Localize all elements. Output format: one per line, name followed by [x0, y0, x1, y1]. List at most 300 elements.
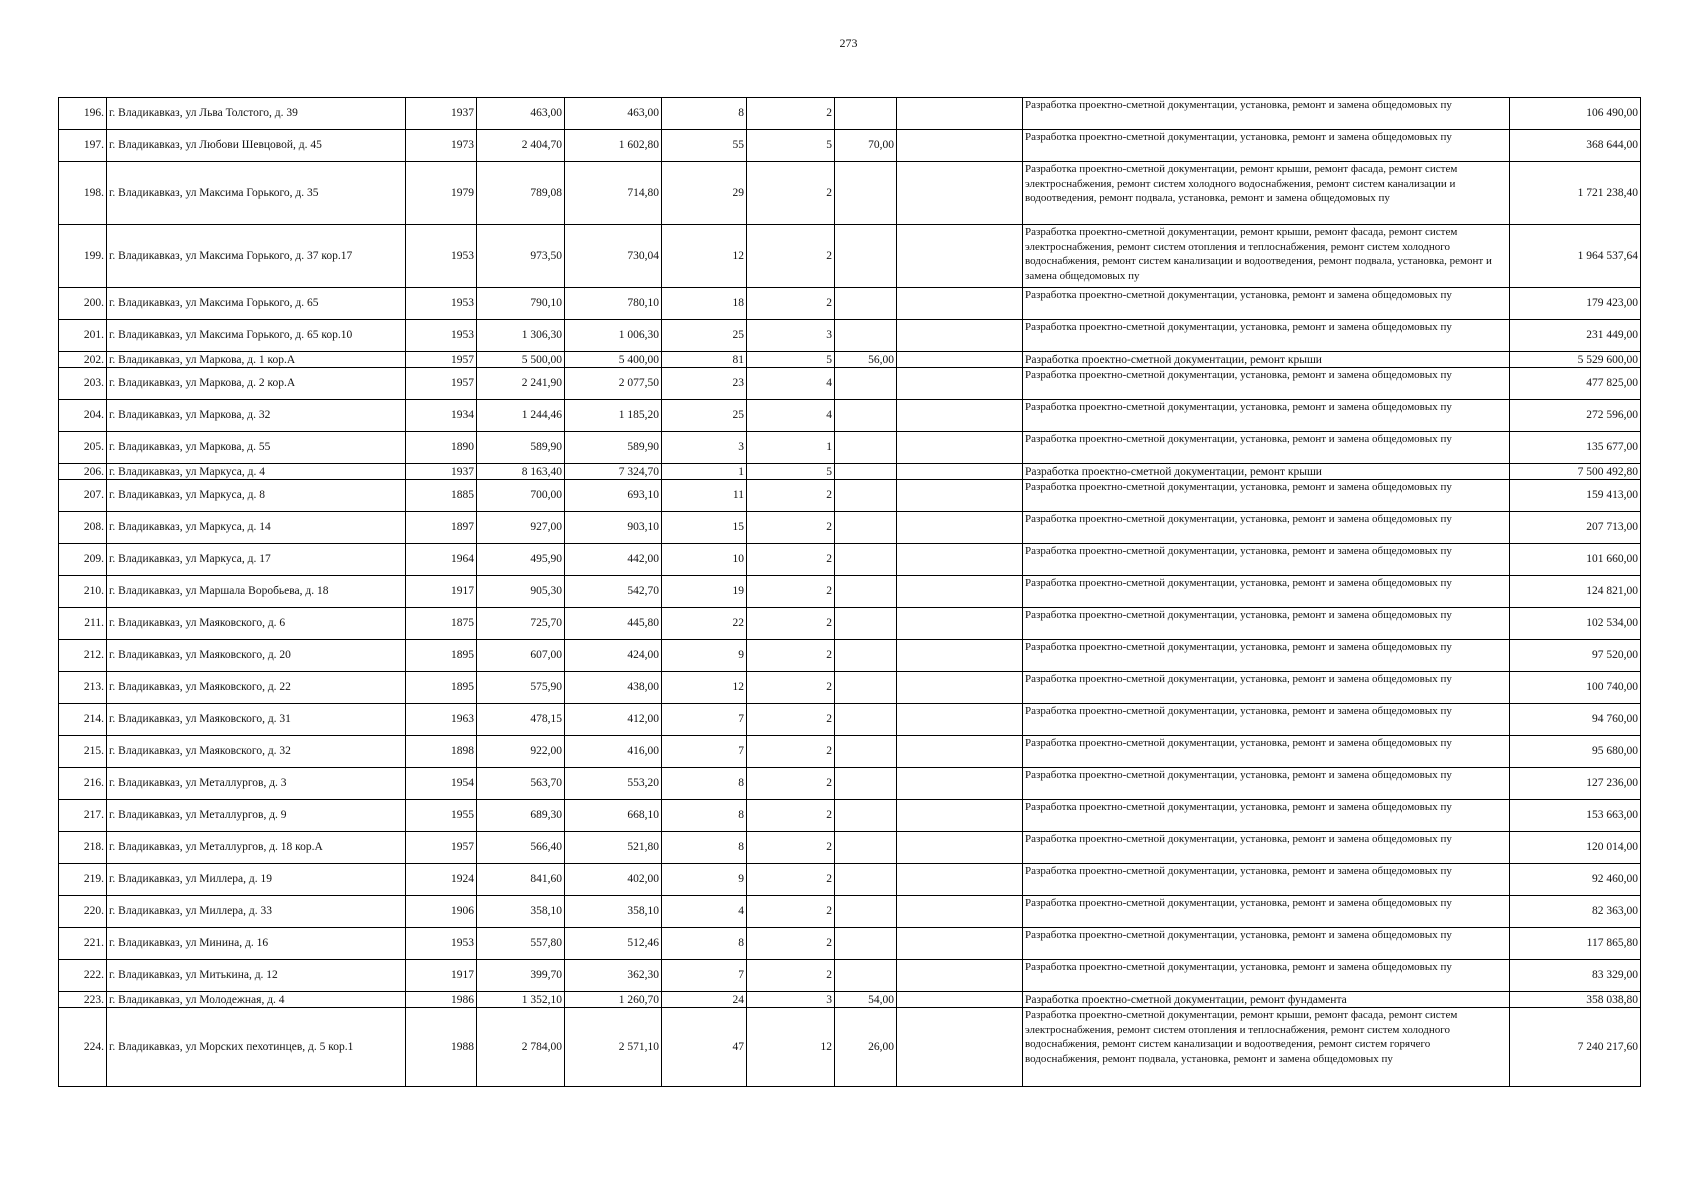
cell-row-number: 197. [59, 130, 107, 162]
cell-living-area: 2 077,50 [565, 368, 662, 400]
cell-floors: 2 [747, 960, 835, 992]
cell-address: г. Владикавказ, ул Маркова, д. 1 кор.А [107, 352, 406, 368]
cell-floors: 2 [747, 480, 835, 512]
cell-residents: 25 [662, 320, 747, 352]
cell-cost: 179 423,00 [1510, 288, 1641, 320]
cell-address: г. Владикавказ, ул Миллера, д. 33 [107, 896, 406, 928]
cell-address: г. Владикавказ, ул Маркуса, д. 17 [107, 544, 406, 576]
cell-cost: 159 413,00 [1510, 480, 1641, 512]
cell-extra-value: 26,00 [835, 1008, 897, 1087]
cell-row-number: 220. [59, 896, 107, 928]
cell-year-built: 1986 [406, 992, 477, 1008]
cell-floors: 2 [747, 928, 835, 960]
cell-living-area: 438,00 [565, 672, 662, 704]
table-row [59, 736, 1641, 768]
table-row [59, 288, 1641, 320]
cell-residents: 8 [662, 832, 747, 864]
cell-works-description: Разработка проектно-сметной документации, установка, ремонт и замена общедомовых пу [1023, 288, 1510, 320]
cell-works-description: Разработка проектно-сметной документации, установка, ремонт и замена общедомовых пу [1023, 736, 1510, 768]
cell-extra-value [835, 512, 897, 544]
cell-year-built: 1955 [406, 800, 477, 832]
cell-cost: 207 713,00 [1510, 512, 1641, 544]
table-row [59, 768, 1641, 800]
cell-row-number: 224. [59, 1008, 107, 1087]
cell-row-number: 213. [59, 672, 107, 704]
cell-total-area: 589,90 [477, 432, 565, 464]
cell-floors: 1 [747, 432, 835, 464]
cell-year-built: 1890 [406, 432, 477, 464]
cell-total-area: 841,60 [477, 864, 565, 896]
cell-total-area: 2 784,00 [477, 1008, 565, 1087]
cell-cost: 358 038,80 [1510, 992, 1641, 1008]
cell-address: г. Владикавказ, ул Маркова, д. 32 [107, 400, 406, 432]
cell-address: г. Владикавказ, ул Максима Горького, д. 65 [107, 288, 406, 320]
table-row [59, 544, 1641, 576]
cell-empty-col [897, 800, 1023, 832]
cell-works-description: Разработка проектно-сметной документации, установка, ремонт и замена общедомовых пу [1023, 432, 1510, 464]
cell-cost: 7 500 492,80 [1510, 464, 1641, 480]
cell-cost: 106 490,00 [1510, 98, 1641, 130]
cell-residents: 18 [662, 288, 747, 320]
cell-year-built: 1954 [406, 768, 477, 800]
cell-living-area: 542,70 [565, 576, 662, 608]
cell-empty-col [897, 736, 1023, 768]
cell-total-area: 358,10 [477, 896, 565, 928]
cell-address: г. Владикавказ, ул Митькина, д. 12 [107, 960, 406, 992]
cell-cost: 82 363,00 [1510, 896, 1641, 928]
cell-residents: 22 [662, 608, 747, 640]
cell-extra-value [835, 960, 897, 992]
cell-cost: 5 529 600,00 [1510, 352, 1641, 368]
cell-extra-value [835, 800, 897, 832]
cell-address: г. Владикавказ, ул Металлургов, д. 9 [107, 800, 406, 832]
cell-extra-value [835, 320, 897, 352]
cell-residents: 12 [662, 225, 747, 288]
cell-empty-col [897, 432, 1023, 464]
cell-empty-col [897, 896, 1023, 928]
cell-row-number: 207. [59, 480, 107, 512]
table-row [59, 225, 1641, 288]
cell-works-description: Разработка проектно-сметной документации, установка, ремонт и замена общедомовых пу [1023, 512, 1510, 544]
page-number: 273 [839, 36, 858, 50]
cell-living-area: 358,10 [565, 896, 662, 928]
cell-year-built: 1885 [406, 480, 477, 512]
cell-living-area: 1 602,80 [565, 130, 662, 162]
cell-address: г. Владикавказ, ул Льва Толстого, д. 39 [107, 98, 406, 130]
cell-residents: 8 [662, 928, 747, 960]
cell-total-area: 922,00 [477, 736, 565, 768]
cell-row-number: 221. [59, 928, 107, 960]
cell-address: г. Владикавказ, ул Маяковского, д. 6 [107, 608, 406, 640]
cell-extra-value [835, 480, 897, 512]
cell-year-built: 1953 [406, 320, 477, 352]
cell-empty-col [897, 928, 1023, 960]
cell-floors: 2 [747, 544, 835, 576]
cell-address: г. Владикавказ, ул Маяковского, д. 31 [107, 704, 406, 736]
cell-year-built: 1895 [406, 640, 477, 672]
cell-address: г. Владикавказ, ул Маркова, д. 2 кор.А [107, 368, 406, 400]
table-row [59, 464, 1641, 480]
cell-address: г. Владикавказ, ул Маркуса, д. 4 [107, 464, 406, 480]
cell-row-number: 214. [59, 704, 107, 736]
cell-cost: 94 760,00 [1510, 704, 1641, 736]
cell-row-number: 212. [59, 640, 107, 672]
cell-extra-value [835, 288, 897, 320]
cell-living-area: 512,46 [565, 928, 662, 960]
cell-floors: 2 [747, 672, 835, 704]
data-table [58, 97, 1641, 1087]
cell-empty-col [897, 672, 1023, 704]
cell-year-built: 1934 [406, 400, 477, 432]
cell-living-area: 424,00 [565, 640, 662, 672]
cell-residents: 81 [662, 352, 747, 368]
cell-empty-col [897, 608, 1023, 640]
cell-total-area: 789,08 [477, 162, 565, 225]
cell-year-built: 1895 [406, 672, 477, 704]
cell-cost: 102 534,00 [1510, 608, 1641, 640]
cell-extra-value [835, 368, 897, 400]
cell-extra-value: 70,00 [835, 130, 897, 162]
cell-living-area: 5 400,00 [565, 352, 662, 368]
cell-residents: 15 [662, 512, 747, 544]
cell-living-area: 463,00 [565, 98, 662, 130]
cell-works-description: Разработка проектно-сметной документации, установка, ремонт и замена общедомовых пу [1023, 896, 1510, 928]
table-row [59, 320, 1641, 352]
cell-empty-col [897, 704, 1023, 736]
cell-total-area: 8 163,40 [477, 464, 565, 480]
cell-cost: 231 449,00 [1510, 320, 1641, 352]
cell-extra-value: 54,00 [835, 992, 897, 1008]
cell-total-area: 790,10 [477, 288, 565, 320]
cell-year-built: 1897 [406, 512, 477, 544]
cell-cost: 124 821,00 [1510, 576, 1641, 608]
cell-empty-col [897, 544, 1023, 576]
cell-cost: 92 460,00 [1510, 864, 1641, 896]
cell-cost: 100 740,00 [1510, 672, 1641, 704]
cell-living-area: 362,30 [565, 960, 662, 992]
cell-year-built: 1953 [406, 225, 477, 288]
cell-total-area: 463,00 [477, 98, 565, 130]
cell-extra-value [835, 576, 897, 608]
cell-residents: 4 [662, 896, 747, 928]
cell-total-area: 725,70 [477, 608, 565, 640]
cell-residents: 9 [662, 864, 747, 896]
cell-row-number: 208. [59, 512, 107, 544]
cell-extra-value [835, 832, 897, 864]
cell-empty-col [897, 400, 1023, 432]
cell-residents: 7 [662, 960, 747, 992]
cell-floors: 12 [747, 1008, 835, 1087]
cell-floors: 4 [747, 368, 835, 400]
cell-works-description: Разработка проектно-сметной документации, установка, ремонт и замена общедомовых пу [1023, 400, 1510, 432]
cell-row-number: 203. [59, 368, 107, 400]
table-row [59, 480, 1641, 512]
cell-living-area: 589,90 [565, 432, 662, 464]
cell-total-area: 5 500,00 [477, 352, 565, 368]
cell-total-area: 495,90 [477, 544, 565, 576]
table-row [59, 832, 1641, 864]
cell-living-area: 780,10 [565, 288, 662, 320]
table-row [59, 162, 1641, 225]
cell-living-area: 1 260,70 [565, 992, 662, 1008]
cell-floors: 2 [747, 162, 835, 225]
cell-extra-value [835, 864, 897, 896]
cell-extra-value [835, 896, 897, 928]
cell-residents: 1 [662, 464, 747, 480]
cell-floors: 2 [747, 640, 835, 672]
cell-empty-col [897, 98, 1023, 130]
cell-year-built: 1917 [406, 960, 477, 992]
cell-empty-col [897, 832, 1023, 864]
cell-total-area: 1 306,30 [477, 320, 565, 352]
cell-extra-value [835, 544, 897, 576]
cell-residents: 29 [662, 162, 747, 225]
cell-empty-col [897, 368, 1023, 400]
cell-row-number: 210. [59, 576, 107, 608]
cell-row-number: 202. [59, 352, 107, 368]
table-row [59, 928, 1641, 960]
cell-address: г. Владикавказ, ул Максима Горького, д. 35 [107, 162, 406, 225]
cell-row-number: 215. [59, 736, 107, 768]
cell-row-number: 223. [59, 992, 107, 1008]
cell-total-area: 2 241,90 [477, 368, 565, 400]
cell-works-description: Разработка проектно-сметной документации, установка, ремонт и замена общедомовых пу [1023, 608, 1510, 640]
table-row [59, 896, 1641, 928]
cell-year-built: 1924 [406, 864, 477, 896]
table-row [59, 576, 1641, 608]
cell-total-area: 563,70 [477, 768, 565, 800]
cell-empty-col [897, 576, 1023, 608]
cell-row-number: 206. [59, 464, 107, 480]
cell-residents: 7 [662, 704, 747, 736]
cell-floors: 5 [747, 352, 835, 368]
cell-empty-col [897, 352, 1023, 368]
cell-total-area: 927,00 [477, 512, 565, 544]
cell-empty-col [897, 1008, 1023, 1087]
cell-address: г. Владикавказ, ул Максима Горького, д. 65 кор.10 [107, 320, 406, 352]
cell-residents: 8 [662, 98, 747, 130]
cell-works-description: Разработка проектно-сметной документации, установка, ремонт и замена общедомовых пу [1023, 928, 1510, 960]
cell-empty-col [897, 464, 1023, 480]
cell-residents: 3 [662, 432, 747, 464]
cell-works-description: Разработка проектно-сметной документации, ремонт крыши, ремонт фасада, ремонт систем электроснабжения, ремонт систем отопления и теплоснабжения, ремонт систем холодного водоснабжения, ремонт систем канализации и водоотведения, ремонт систем горячего водоснабжения, ремонт подвала, установка, ремонт и замена общедомовых пу [1023, 1008, 1510, 1087]
cell-living-area: 1 185,20 [565, 400, 662, 432]
cell-year-built: 1917 [406, 576, 477, 608]
cell-residents: 8 [662, 768, 747, 800]
cell-row-number: 211. [59, 608, 107, 640]
cell-works-description: Разработка проектно-сметной документации, установка, ремонт и замена общедомовых пу [1023, 130, 1510, 162]
cell-residents: 24 [662, 992, 747, 1008]
cell-address: г. Владикавказ, ул Маркова, д. 55 [107, 432, 406, 464]
cell-residents: 25 [662, 400, 747, 432]
cell-works-description: Разработка проектно-сметной документации, установка, ремонт и замена общедомовых пу [1023, 640, 1510, 672]
cell-empty-col [897, 992, 1023, 1008]
cell-extra-value [835, 736, 897, 768]
cell-extra-value [835, 432, 897, 464]
cell-floors: 2 [747, 288, 835, 320]
cell-floors: 3 [747, 992, 835, 1008]
cell-extra-value [835, 98, 897, 130]
cell-extra-value [835, 672, 897, 704]
cell-total-area: 1 352,10 [477, 992, 565, 1008]
cell-floors: 2 [747, 704, 835, 736]
cell-extra-value [835, 464, 897, 480]
cell-floors: 4 [747, 400, 835, 432]
cell-floors: 2 [747, 576, 835, 608]
cell-empty-col [897, 130, 1023, 162]
cell-address: г. Владикавказ, ул Металлургов, д. 3 [107, 768, 406, 800]
cell-works-description: Разработка проектно-сметной документации, ремонт крыши [1023, 464, 1510, 480]
table-row [59, 704, 1641, 736]
cell-cost: 127 236,00 [1510, 768, 1641, 800]
table-row [59, 640, 1641, 672]
cell-year-built: 1906 [406, 896, 477, 928]
cell-address: г. Владикавказ, ул Максима Горького, д. 37 кор.17 [107, 225, 406, 288]
cell-cost: 368 644,00 [1510, 130, 1641, 162]
cell-cost: 120 014,00 [1510, 832, 1641, 864]
cell-year-built: 1973 [406, 130, 477, 162]
cell-empty-col [897, 225, 1023, 288]
cell-living-area: 668,10 [565, 800, 662, 832]
cell-living-area: 7 324,70 [565, 464, 662, 480]
table-row [59, 608, 1641, 640]
cell-cost: 477 825,00 [1510, 368, 1641, 400]
table-row [59, 400, 1641, 432]
cell-floors: 2 [747, 608, 835, 640]
cell-empty-col [897, 320, 1023, 352]
cell-works-description: Разработка проектно-сметной документации, установка, ремонт и замена общедомовых пу [1023, 576, 1510, 608]
cell-empty-col [897, 640, 1023, 672]
cell-year-built: 1937 [406, 98, 477, 130]
cell-works-description: Разработка проектно-сметной документации, установка, ремонт и замена общедомовых пу [1023, 864, 1510, 896]
cell-works-description: Разработка проектно-сметной документации, ремонт фундамента [1023, 992, 1510, 1008]
cell-works-description: Разработка проектно-сметной документации, установка, ремонт и замена общедомовых пу [1023, 768, 1510, 800]
cell-row-number: 216. [59, 768, 107, 800]
cell-extra-value: 56,00 [835, 352, 897, 368]
cell-floors: 2 [747, 800, 835, 832]
cell-living-area: 442,00 [565, 544, 662, 576]
cell-empty-col [897, 864, 1023, 896]
table-row [59, 432, 1641, 464]
cell-residents: 19 [662, 576, 747, 608]
cell-address: г. Владикавказ, ул Маркуса, д. 8 [107, 480, 406, 512]
table-row [59, 130, 1641, 162]
cell-works-description: Разработка проектно-сметной документации, установка, ремонт и замена общедомовых пу [1023, 544, 1510, 576]
cell-total-area: 557,80 [477, 928, 565, 960]
cell-residents: 12 [662, 672, 747, 704]
cell-address: г. Владикавказ, ул Маркуса, д. 14 [107, 512, 406, 544]
cell-total-area: 700,00 [477, 480, 565, 512]
cell-works-description: Разработка проектно-сметной документации, установка, ремонт и замена общедомовых пу [1023, 832, 1510, 864]
cell-year-built: 1988 [406, 1008, 477, 1087]
cell-row-number: 218. [59, 832, 107, 864]
table-row [59, 512, 1641, 544]
cell-cost: 97 520,00 [1510, 640, 1641, 672]
cell-works-description: Разработка проектно-сметной документации, установка, ремонт и замена общедомовых пу [1023, 98, 1510, 130]
cell-works-description: Разработка проектно-сметной документации, ремонт крыши [1023, 352, 1510, 368]
cell-extra-value [835, 162, 897, 225]
table-row [59, 352, 1641, 368]
cell-extra-value [835, 400, 897, 432]
cell-floors: 2 [747, 896, 835, 928]
cell-residents: 23 [662, 368, 747, 400]
cell-total-area: 973,50 [477, 225, 565, 288]
cell-cost: 7 240 217,60 [1510, 1008, 1641, 1087]
cell-address: г. Владикавказ, ул Миллера, д. 19 [107, 864, 406, 896]
cell-address: г. Владикавказ, ул Маршала Воробьева, д. 18 [107, 576, 406, 608]
cell-year-built: 1953 [406, 928, 477, 960]
cell-living-area: 416,00 [565, 736, 662, 768]
cell-address: г. Владикавказ, ул Маяковского, д. 22 [107, 672, 406, 704]
cell-living-area: 903,10 [565, 512, 662, 544]
cell-address: г. Владикавказ, ул Любови Шевцовой, д. 45 [107, 130, 406, 162]
cell-year-built: 1957 [406, 352, 477, 368]
cell-extra-value [835, 768, 897, 800]
cell-cost: 1 964 537,64 [1510, 225, 1641, 288]
cell-works-description: Разработка проектно-сметной документации, установка, ремонт и замена общедомовых пу [1023, 672, 1510, 704]
table-body [59, 98, 1641, 1087]
cell-empty-col [897, 288, 1023, 320]
cell-residents: 8 [662, 800, 747, 832]
cell-living-area: 730,04 [565, 225, 662, 288]
cell-row-number: 200. [59, 288, 107, 320]
cell-total-area: 478,15 [477, 704, 565, 736]
cell-extra-value [835, 928, 897, 960]
cell-total-area: 1 244,46 [477, 400, 565, 432]
cell-residents: 7 [662, 736, 747, 768]
cell-address: г. Владикавказ, ул Маяковского, д. 20 [107, 640, 406, 672]
cell-address: г. Владикавказ, ул Металлургов, д. 18 кор.А [107, 832, 406, 864]
cell-works-description: Разработка проектно-сметной документации, установка, ремонт и замена общедомовых пу [1023, 800, 1510, 832]
cell-living-area: 1 006,30 [565, 320, 662, 352]
cell-living-area: 714,80 [565, 162, 662, 225]
cell-cost: 117 865,80 [1510, 928, 1641, 960]
cell-living-area: 412,00 [565, 704, 662, 736]
table-row [59, 992, 1641, 1008]
cell-row-number: 198. [59, 162, 107, 225]
cell-works-description: Разработка проектно-сметной документации, установка, ремонт и замена общедомовых пу [1023, 368, 1510, 400]
table-row [59, 1008, 1641, 1087]
cell-residents: 11 [662, 480, 747, 512]
cell-floors: 2 [747, 98, 835, 130]
cell-works-description: Разработка проектно-сметной документации, установка, ремонт и замена общедомовых пу [1023, 320, 1510, 352]
cell-total-area: 566,40 [477, 832, 565, 864]
cell-residents: 10 [662, 544, 747, 576]
cell-row-number: 219. [59, 864, 107, 896]
cell-floors: 2 [747, 736, 835, 768]
cell-total-area: 689,30 [477, 800, 565, 832]
cell-extra-value [835, 225, 897, 288]
cell-year-built: 1979 [406, 162, 477, 225]
cell-year-built: 1964 [406, 544, 477, 576]
cell-residents: 47 [662, 1008, 747, 1087]
cell-floors: 5 [747, 130, 835, 162]
cell-floors: 2 [747, 864, 835, 896]
cell-living-area: 2 571,10 [565, 1008, 662, 1087]
cell-floors: 2 [747, 768, 835, 800]
cell-extra-value [835, 640, 897, 672]
table-row [59, 672, 1641, 704]
cell-residents: 9 [662, 640, 747, 672]
cell-address: г. Владикавказ, ул Молодежная, д. 4 [107, 992, 406, 1008]
cell-living-area: 553,20 [565, 768, 662, 800]
cell-year-built: 1953 [406, 288, 477, 320]
cell-cost: 95 680,00 [1510, 736, 1641, 768]
cell-year-built: 1937 [406, 464, 477, 480]
cell-year-built: 1957 [406, 832, 477, 864]
cell-empty-col [897, 960, 1023, 992]
cell-works-description: Разработка проектно-сметной документации, ремонт крыши, ремонт фасада, ремонт систем электроснабжения, ремонт систем холодного водоснабжения, ремонт систем канализации и водоотведения, ремонт подвала, установка, ремонт и замена общедомовых пу [1023, 162, 1510, 225]
